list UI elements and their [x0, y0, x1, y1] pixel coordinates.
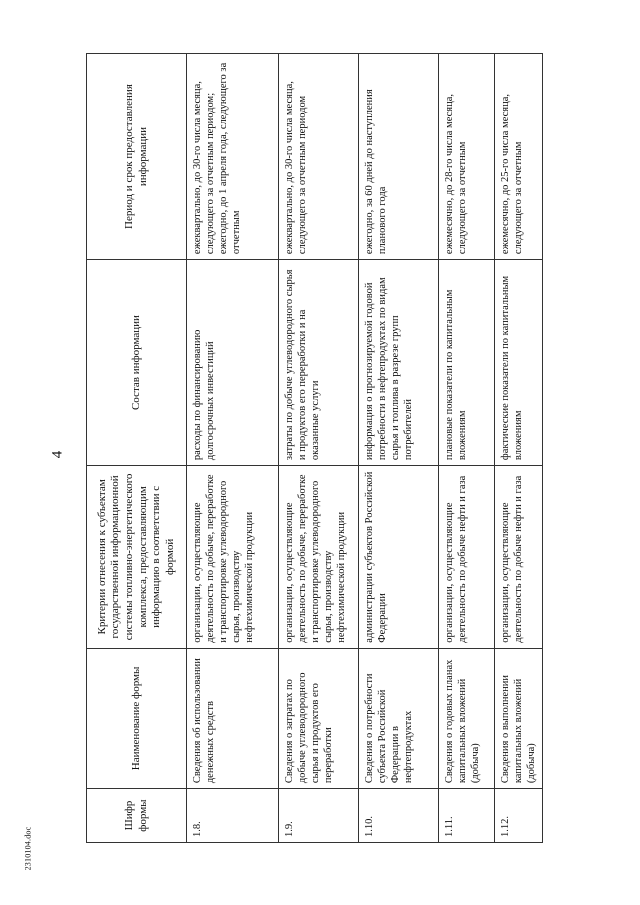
- forms-table: [86, 53, 543, 843]
- row-period: ежеквартально, до 30-го числа месяца, следующего за отчетным периодом: [279, 54, 359, 260]
- row-code: 1.9.: [279, 789, 359, 843]
- row-form-name: Сведения о затратах по добыче углеводородного сырья и продуктов его переработки: [279, 648, 359, 788]
- header-criteria: Критерии отнесения к субъектам государственной информационной системы топливно-энергетического комплекса, предоставляющим информацию в соответствии с формой: [87, 466, 187, 649]
- row-period: ежемесячно, до 28-го числа месяца, следующего за отчетным: [439, 54, 495, 260]
- rotated-table-frame: [86, 53, 538, 843]
- row-period: ежемесячно, до 25-го числа месяца, следующего за отчетным: [495, 54, 543, 260]
- row-form-name: Сведения о годовых планах капитальных вложений (добыча): [439, 648, 495, 788]
- table-row: [359, 54, 439, 843]
- table-row: [495, 54, 543, 843]
- row-composition: плановые показатели по капитальным вложениям: [439, 260, 495, 466]
- row-code: 1.11.: [439, 789, 495, 843]
- header-name: Наименование формы: [87, 648, 187, 788]
- row-code: 1.10.: [359, 789, 439, 843]
- table-header-row: [87, 54, 187, 843]
- table-row: [439, 54, 495, 843]
- footer-file-code: 2310104.doc: [23, 826, 33, 871]
- row-period: ежеквартально, до 30-го числа месяца, следующего за отчетным периодом; ежегодно, до 1 апреля года, следующего за отчетным: [187, 54, 279, 260]
- table-row: [187, 54, 279, 843]
- page-number: 4: [49, 450, 66, 459]
- row-composition: расходы по финансированию долгосрочных инвестиций: [187, 260, 279, 466]
- header-composition: Состав информации: [87, 260, 187, 466]
- row-criteria: организации, осуществляющие деятельность по добыче, переработке и транспортировке углеводородного сырья, производству нефтехимической продукции: [279, 466, 359, 649]
- row-code: 1.12.: [495, 789, 543, 843]
- row-period: ежегодно, за 60 дней до наступления планового года: [359, 54, 439, 260]
- header-period: Период и срок предоставления информации: [87, 54, 187, 260]
- row-composition: затраты по добыче углеводородного сырья и продуктов его переработки и на оказанные услуги: [279, 260, 359, 466]
- row-form-name: Сведения о потребности субъекта Российской Федерации в нефтепродуктах: [359, 648, 439, 788]
- row-criteria: организации, осуществляющие деятельность по добыче нефти и газа: [495, 466, 543, 649]
- row-code: 1.8.: [187, 789, 279, 843]
- table-container: [86, 53, 538, 843]
- row-criteria: организации, осуществляющие деятельность по добыче нефти и газа: [439, 466, 495, 649]
- table-row: [279, 54, 359, 843]
- row-criteria: организации, осуществляющие деятельность по добыче, переработке и транспортировке углеводородного сырья, производству нефтехимической продукции: [187, 466, 279, 649]
- row-composition: информация о прогнозируемой годовой потребности в нефтепродуктах по видам сырья и топлива в разрезе групп потребителей: [359, 260, 439, 466]
- header-code: Шифр формы: [87, 789, 187, 843]
- row-composition: фактические показатели по капитальным вложениям: [495, 260, 543, 466]
- row-form-name: Сведения о выполнении капитальных вложений (добыча): [495, 648, 543, 788]
- row-criteria: администрации субъектов Российской Федерации: [359, 466, 439, 649]
- row-form-name: Сведения об использовании денежных средств: [187, 648, 279, 788]
